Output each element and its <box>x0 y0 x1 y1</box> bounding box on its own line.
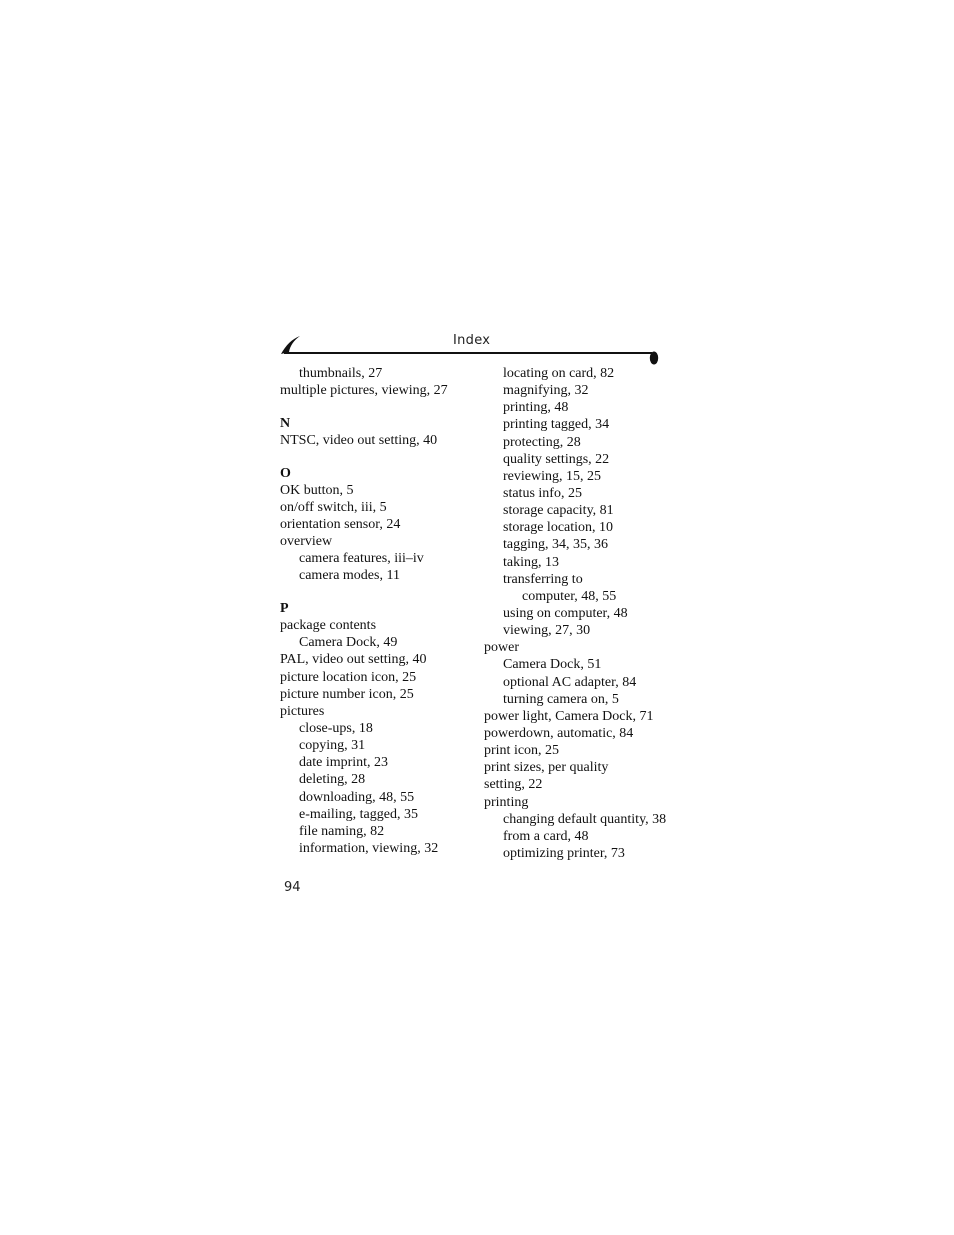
index-subentry: from a card, 48 <box>503 828 589 844</box>
index-subentry: tagging, 34, 35, 36 <box>503 537 608 553</box>
page-number: 94 <box>284 880 301 895</box>
index-subentry: camera features, iii–iv <box>299 551 424 567</box>
index-entry: multiple pictures, viewing, 27 <box>280 383 448 399</box>
index-subentry: turning camera on, 5 <box>503 691 619 707</box>
index-entry: NTSC, video out setting, 40 <box>280 432 438 448</box>
index-section-letter: N <box>280 415 291 431</box>
index-subentry: quality settings, 22 <box>503 451 610 467</box>
index-subentry: magnifying, 32 <box>503 383 589 399</box>
index-subentry: date imprint, 23 <box>299 755 389 771</box>
index-entry: power <box>484 640 519 656</box>
index-entry: print sizes, per quality <box>484 760 609 776</box>
index-subentry: storage location, 10 <box>503 520 614 536</box>
index-section-letter: O <box>280 465 291 481</box>
index-subentry: copying, 31 <box>299 738 366 754</box>
index-subentry: file naming, 82 <box>299 823 385 839</box>
index-subentry: printing tagged, 34 <box>503 417 610 433</box>
index-subentry: Camera Dock, 51 <box>503 657 602 673</box>
index-section-letter: P <box>280 601 289 617</box>
swoosh-mark <box>281 336 300 354</box>
index-entry: picture location icon, 25 <box>280 669 417 685</box>
index-entry: package contents <box>280 618 377 634</box>
index-subentry: protecting, 28 <box>503 434 581 450</box>
index-subentry: downloading, 48, 55 <box>299 789 415 805</box>
index-subentry: storage capacity, 81 <box>503 503 614 519</box>
index-entry: print icon, 25 <box>484 743 560 759</box>
index-entry: pictures <box>280 703 325 719</box>
rule-end-dot <box>650 352 658 365</box>
index-subentry: changing default quantity, 38 <box>503 811 667 827</box>
index-entry: picture number icon, 25 <box>280 686 414 702</box>
index-entry: on/off switch, iii, 5 <box>280 499 387 515</box>
index-entry: setting, 22 <box>484 777 543 793</box>
page-header <box>280 330 660 370</box>
index-column-left <box>280 365 448 857</box>
index-subentry: transferring to <box>503 571 583 587</box>
index-subentry: close-ups, 18 <box>299 721 373 737</box>
index-entry: printing <box>484 794 529 810</box>
index-subentry: taking, 13 <box>503 554 559 570</box>
index-subentry: using on computer, 48 <box>503 605 628 621</box>
index-subentry: deleting, 28 <box>299 772 366 788</box>
index-subentry: printing, 48 <box>503 400 569 416</box>
index-subentry: computer, 48, 55 <box>522 588 617 604</box>
header-title: Index <box>453 333 491 348</box>
index-subentry: optional AC adapter, 84 <box>503 674 637 690</box>
index-subentry: e-mailing, tagged, 35 <box>299 806 418 822</box>
index-subentry: camera modes, 11 <box>299 568 400 584</box>
section-gap <box>280 399 448 415</box>
index-subentry: reviewing, 15, 25 <box>503 468 601 484</box>
index-entry: powerdown, automatic, 84 <box>484 725 634 741</box>
section-gap <box>280 449 448 465</box>
index-entry: orientation sensor, 24 <box>280 516 401 532</box>
index-subentry: thumbnails, 27 <box>299 366 383 381</box>
index-entry: PAL, video out setting, 40 <box>280 652 427 668</box>
index-entry: power light, Camera Dock, 71 <box>484 708 654 724</box>
section-gap <box>280 585 448 601</box>
index-entry: overview <box>280 534 333 550</box>
index-column-right <box>484 365 666 862</box>
index-subentry: Camera Dock, 49 <box>299 635 398 651</box>
index-entry: OK button, 5 <box>280 482 354 498</box>
index-subentry: optimizing printer, 73 <box>503 845 625 861</box>
index-subentry: status info, 25 <box>503 485 582 501</box>
index-subentry: locating on card, 82 <box>503 366 615 381</box>
index-subentry: viewing, 27, 30 <box>503 623 591 639</box>
index-subentry: information, viewing, 32 <box>299 841 439 857</box>
